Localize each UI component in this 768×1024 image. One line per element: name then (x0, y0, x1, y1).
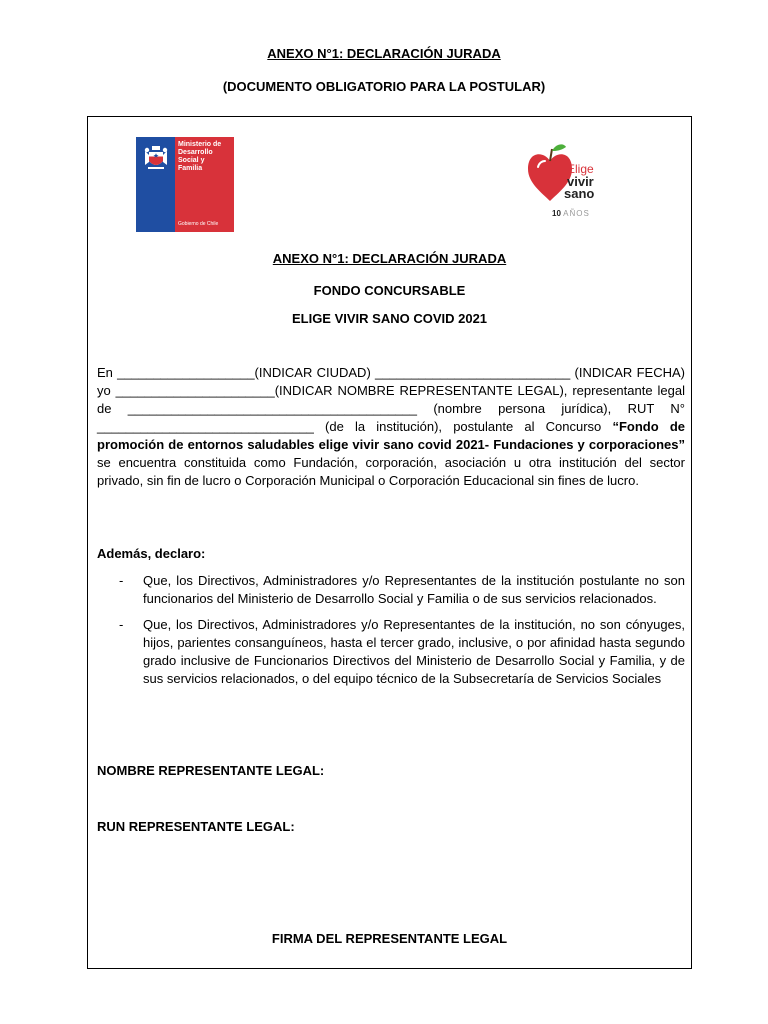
declaration-list (97, 572, 685, 696)
ten-years-word: AÑOS (563, 209, 590, 218)
representative-run-label: RUN REPRESENTANTE LEGAL: (97, 819, 295, 834)
list-item-text: Que, los Directivos, Administradores y/o Representantes de la institución, no son cónyuges, hijos, parientes consanguíneos, hasta el tercer grado, inclusive, o por afinidad hasta segundo grado inclusive de Funcionarios Directivos del Ministerio de Desarrollo Social y Familia, y de sus servicios relacionados, o del equipo técnico de la Subsecretaría de Servicios Sociales (143, 617, 685, 686)
elige-vivir-sano-logo (522, 137, 612, 227)
coat-of-arms-icon (141, 143, 171, 173)
ministry-name-line: Familia (178, 165, 203, 172)
list-item (97, 572, 685, 608)
bullet-marker: - (119, 617, 124, 632)
ten-years-number: 10 (552, 209, 561, 218)
ministry-logo-blue-band (136, 137, 175, 232)
ademas-heading: Además, declaro: (97, 546, 206, 561)
ministry-name-line: Social y (178, 157, 205, 164)
representative-name-label: NOMBRE REPRESENTANTE LEGAL: (97, 763, 325, 778)
intro-paragraph (97, 364, 685, 490)
content-title: ANEXO N°1: DECLARACIÓN JURADA (272, 251, 507, 266)
fund-title: FONDO CONCURSABLE (313, 283, 466, 298)
intro-text-end: se encuentra constituida como Fundación, corporación, asociación u otra institución del sector privado, sin fin de lucro o Corporación Municipal o Corporación Educacional sin fines de lucro. (97, 455, 685, 488)
bullet-marker: - (119, 573, 124, 588)
intro-contest-name: “Fondo de promoción de entornos saludables elige vivir sano covid 2021- Fundaciones y corporaciones” (97, 419, 685, 452)
declaration-frame (87, 116, 692, 969)
list-item-text: Que, los Directivos, Administradores y/o Representantes de la institución postulante no son funcionarios del Ministerio de Desarrollo Social y Familia o de sus servicios relacionados. (143, 573, 685, 606)
list-item (97, 616, 685, 688)
intro-text-start: En ___________________(INDICAR CIUDAD) ___________________________ (INDICAR FECHA) yo ______________________(INDICAR NOMBRE REPRESENTANTE LEGAL), representante legal de ________________________________________ (nombre persona jurídica), RUT N° ______________________________ (de la institución), postulante al Concurso (97, 365, 685, 434)
ministry-logo (136, 137, 234, 232)
vivir-word: vivir (567, 174, 594, 189)
elige-word: Elige (567, 162, 594, 176)
sano-word: sano (564, 186, 595, 201)
ministry-name-line: Ministerio de (178, 141, 222, 148)
ministry-name-line: Desarrollo (178, 149, 213, 156)
signature-label: FIRMA DEL REPRESENTANTE LEGAL (271, 931, 508, 946)
ministry-name (178, 141, 234, 173)
program-title: ELIGE VIVIR SANO COVID 2021 (291, 311, 488, 326)
ten-years-label (552, 209, 590, 218)
ministry-government-label: Gobierno de Chile (178, 221, 219, 227)
page-title: ANEXO N°1: DECLARACIÓN JURADA (267, 46, 501, 61)
page-subtitle: (DOCUMENTO OBLIGATORIO PARA LA POSTULAR) (222, 79, 546, 94)
